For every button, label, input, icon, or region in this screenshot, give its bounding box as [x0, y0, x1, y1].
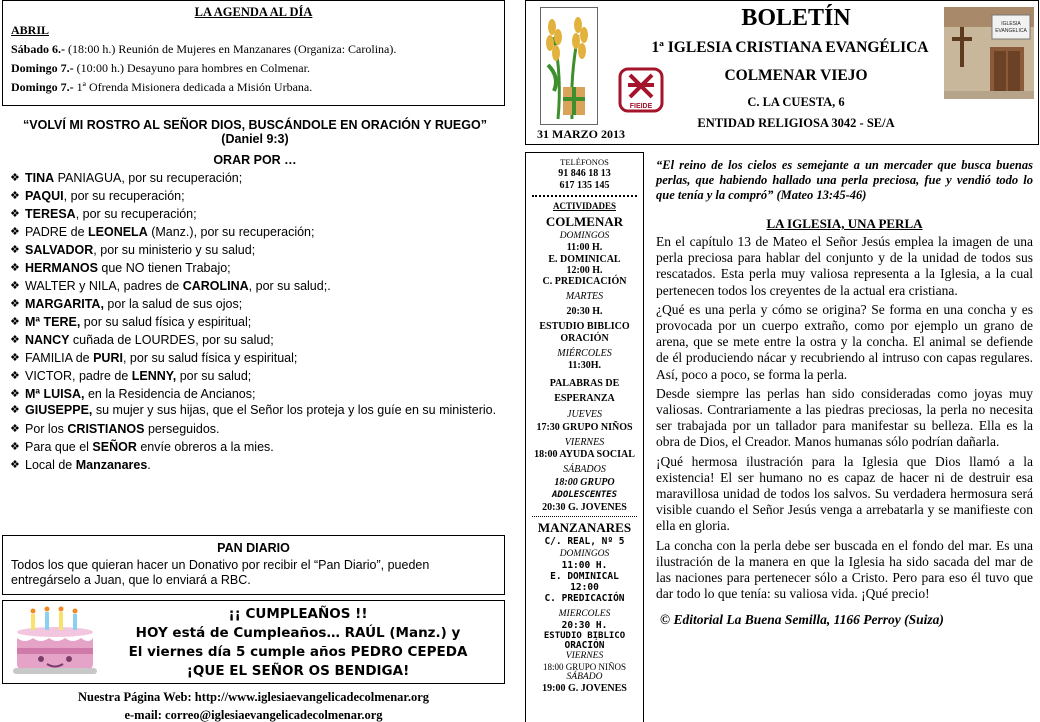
- schedule-activity: ESTUDIO BIBLICO: [543, 631, 626, 641]
- birthday-line: ¡¡ CUMPLEAÑOS !!: [228, 606, 368, 622]
- activities-column: [525, 152, 644, 722]
- phone-number: 617 135 145: [559, 180, 610, 191]
- church-photo-sign: IGLESIA: [1001, 21, 1021, 27]
- prayer-item: [8, 259, 502, 277]
- schedule-day: SÁBADOS: [563, 464, 606, 475]
- prayer-item-pre: Para que el: [25, 440, 93, 454]
- article-paragraph: Desde siempre las perlas han sido consideradas como joyas muy valiosas. Contrariamente a las piedras preciosas, la perla no necesita ser trabajada por un tallador para manifestar su belleza. Ella es la obra de Dios, el Creador. Manos humanas sólo podrían dañarla.: [656, 385, 1033, 450]
- prayer-item-name: PURI: [93, 351, 123, 365]
- church-entity: ENTIDAD RELIGIOSA 3042 - SE/A: [697, 116, 895, 130]
- church-photo-sign-2: EVANGELICA: [995, 28, 1027, 34]
- church-photo: [944, 7, 1034, 99]
- agenda-item-text: (10:00 h.) Desayuno para hombres en Colmenar.: [73, 61, 310, 75]
- diamond-bullet-icon: ❖: [10, 190, 20, 202]
- prayer-verse: “VOLVÍ MI ROSTRO AL SEÑOR DIOS, BUSCÁNDOLE EN ORACIÓN Y RUEGO” (Daniel 9:3): [23, 118, 487, 146]
- schedule-activity: 17:30 GRUPO NIÑOS: [536, 422, 633, 433]
- phone-number: 91 846 18 13: [558, 168, 611, 179]
- schedule-activity: PALABRAS DE: [549, 378, 620, 389]
- schedule-time: 20:30 H.: [566, 306, 603, 317]
- prayer-item-pre: WALTER y NILA, padres de: [25, 279, 183, 293]
- schedule-time: 12:00 H.: [566, 265, 603, 276]
- prayer-item: [8, 349, 502, 367]
- website-link[interactable]: Nuestra Página Web: http://www.iglesiaevangelicadecolmenar.org: [77, 690, 430, 704]
- prayer-list: [8, 169, 502, 474]
- prayer-item-pre: Por los: [25, 422, 68, 436]
- agenda-item-text: 1ª Ofrenda Misionera dedicada a Misión Urbana.: [73, 80, 313, 94]
- diamond-bullet-icon: ❖: [10, 423, 20, 435]
- schedule-activity: ORACIÓN: [564, 640, 605, 651]
- schedule-time: 12:00: [570, 582, 599, 593]
- prayer-item-name: CAROLINA: [182, 279, 249, 293]
- prayer-item-name: TINA: [25, 171, 55, 185]
- prayer-item-pre: PADRE de: [25, 225, 88, 239]
- church-town: COLMENAR VIEJO: [724, 67, 868, 84]
- article-title: LA IGLESIA, UNA PERLA: [766, 216, 923, 231]
- prayer-item-name: CRISTIANOS: [67, 422, 145, 436]
- diamond-bullet-icon: ❖: [10, 244, 20, 256]
- diamond-bullet-icon: ❖: [10, 280, 20, 292]
- prayer-item-post: cuñada de LOURDES, por su salud;: [69, 333, 274, 347]
- birthday-line: ¡QUE EL SEÑOR OS BENDIGA!: [186, 663, 410, 679]
- bulletin-header: [525, 0, 1039, 145]
- prayer-item-name: GIUSEPPE,: [25, 403, 93, 417]
- schedule-day: MIÉRCOLES: [557, 348, 612, 359]
- schedule-activity: 19:00 G. JOVENES: [542, 683, 627, 694]
- agenda-item-text: (18:00 h.) Reunión de Mujeres en Manzanares (Organiza: Carolina).: [65, 42, 397, 56]
- diamond-bullet-icon: ❖: [10, 334, 20, 346]
- schedule-activity: 20:30 G. JOVENES: [542, 502, 627, 513]
- diamond-bullet-icon: ❖: [10, 262, 20, 274]
- prayer-item-post: por su salud;: [176, 369, 252, 383]
- schedule-day: MARTES: [565, 291, 604, 302]
- schedule-time: 11:30H.: [567, 360, 602, 371]
- diamond-bullet-icon: ❖: [10, 208, 20, 220]
- prayer-item-pre: Local de: [25, 458, 76, 472]
- schedule-activity: E. DOMINICAL: [550, 571, 619, 582]
- prayer-item: [8, 241, 502, 259]
- fieide-logo-text: FIEIDE: [629, 103, 653, 110]
- agenda-item: [11, 78, 496, 97]
- schedule-activity: ESTUDIO BIBLICO: [539, 321, 630, 332]
- prayer-item-post: envíe obreros a la mies.: [136, 440, 274, 454]
- prayer-item-name: LEONELA: [88, 225, 148, 239]
- prayer-item: [8, 295, 502, 313]
- prayer-heading: ORAR POR …: [213, 153, 297, 167]
- prayer-item-post: en la Residencia de Ancianos;: [84, 387, 256, 401]
- church-address: C. LA CUESTA, 6: [747, 95, 845, 109]
- footer-links: [2, 688, 505, 722]
- prayer-item-pre: FAMILIA de: [25, 351, 94, 365]
- article: [656, 158, 1033, 628]
- pan-diario-title: PAN DIARIO: [217, 541, 290, 555]
- prayer-item-post: , por su recuperación;: [63, 189, 185, 203]
- prayer-item-pre: VICTOR, padre de: [25, 369, 132, 383]
- schedule-day: VIERNES: [564, 437, 605, 448]
- agenda-item: [11, 40, 496, 59]
- schedule-day: DOMINGOS: [559, 549, 610, 559]
- article-credit: © Editorial La Buena Semilla, 1166 Perroy (Suiza): [660, 612, 944, 628]
- prayer-item-post: , por su salud física y espiritual;: [122, 351, 298, 365]
- prayer-item: [8, 385, 502, 403]
- birthday-line: HOY está de Cumpleaños… RAÚL (Manz.) y: [135, 625, 461, 641]
- diamond-bullet-icon: ❖: [10, 404, 20, 416]
- article-paragraph: La concha con la perla debe ser buscada en el fondo del mar. Es una ilustración de la manera en que la Iglesia ha sido sacada del mar de las naciones para pertenecer sólo a Cristo. Pero para eso él tuvo que dar todo lo que tenía: su valiosa vida. ¡Qué precio!: [656, 537, 1033, 602]
- prayer-item-post: , por su salud;.: [248, 279, 331, 293]
- schedule-activity: 18:00 GRUPO NIÑOS: [542, 662, 626, 672]
- schedule-time: 11:00 H.: [566, 242, 603, 253]
- diamond-bullet-icon: ❖: [10, 388, 20, 400]
- schedule-day: SÁBADO: [566, 672, 603, 682]
- schedule-day: DOMINGOS: [559, 231, 610, 241]
- prayer-item-post: que NO tienen Trabajo;: [97, 261, 231, 275]
- schedule-time: 20:30 H.: [561, 620, 608, 631]
- phones-label: TELÉFONOS: [560, 157, 609, 167]
- prayer-item: [8, 403, 502, 417]
- schedule-activity: ORACIÓN: [560, 333, 609, 344]
- prayer-item: [8, 420, 502, 438]
- bulletin-title: BOLETÍN: [741, 5, 851, 31]
- manzanares-heading: MANZANARES: [537, 520, 632, 535]
- prayer-item-name: Mª TERE,: [25, 315, 81, 329]
- prayer-item-post: perseguidos.: [144, 422, 220, 436]
- agenda-item-day: Sábado 6.-: [11, 42, 66, 56]
- prayer-item-name: LENNY,: [131, 369, 177, 383]
- prayer-item-name: Mª LUISA,: [25, 387, 85, 401]
- prayer-item: [8, 367, 502, 385]
- prayer-item-name: HERMANOS: [25, 261, 98, 275]
- article-paragraph: En el capítulo 13 de Mateo el Señor Jesús emplea la imagen de una perla preciosa para hablar del conjunto y de la unidad de todos sus rescatados. Esta perla muy valiosa representa a la Iglesia, a la cual pertenecen todos los creyentes de la actual era cristiana.: [656, 234, 1033, 298]
- article-paragraph: ¡Qué hermosa ilustración para la Iglesia que Dios llamó a la existencia! El ser humano no es capaz de hacer ni de destruir esa maravillosa unidad de todos los salvos. Su verdadera hermosura será visible cuando el Señor Jesús venga a arrebatarla y se manifieste con ella en gloria.: [656, 453, 1033, 534]
- agenda-item-day: Domingo 7.-: [11, 80, 74, 94]
- prayer-section: [8, 118, 502, 474]
- prayer-item: [8, 205, 502, 223]
- diamond-bullet-icon: ❖: [10, 172, 20, 184]
- prayer-item-post: PANIAGUA, por su recuperación;: [54, 171, 243, 185]
- agenda-month: ABRIL: [11, 23, 50, 37]
- prayer-item-post: , por su recuperación;: [75, 207, 197, 221]
- birthday-box: [2, 600, 505, 684]
- birthday-cake-icon: [11, 604, 99, 676]
- prayer-item: [8, 313, 502, 331]
- prayer-item: [8, 223, 502, 241]
- prayer-item-post: (Manz.), por su recuperación;: [147, 225, 315, 239]
- manzanares-address: C/. REAL, Nº 5: [544, 536, 625, 547]
- pan-diario-text: Todos los que quieran hacer un Donativo por recibir el “Pan Diario”, pueden entregárselo a Juan, que lo enviará a RBC.: [11, 558, 430, 587]
- schedule-day: MIERCOLES: [558, 609, 611, 619]
- prayer-item: [8, 456, 502, 474]
- schedule-activity: ESPERANZA: [554, 393, 615, 404]
- prayer-item: [8, 438, 502, 456]
- wheat-cross-icon: [540, 7, 598, 125]
- agenda-title: LA AGENDA AL DÍA: [194, 5, 313, 19]
- schedule-day: JUEVES: [567, 409, 602, 420]
- prayer-item-name: SALVADOR: [25, 243, 94, 257]
- prayer-item-name: NANCY: [25, 333, 70, 347]
- prayer-item: [8, 277, 502, 295]
- divider: [532, 195, 637, 197]
- agenda-item: [11, 59, 496, 78]
- email-link[interactable]: e-mail: correo@iglesiaevangelicadecolmenar.org: [124, 708, 383, 722]
- divider: [532, 516, 637, 517]
- birthday-text: [98, 605, 498, 681]
- schedule-activity: C. PREDICACIÓN: [544, 593, 625, 604]
- schedule-activity: E. DOMINICAL: [548, 254, 621, 265]
- prayer-item-post: su mujer y sus hijas, que el Señor los proteja y los guíe en su ministerio.: [92, 403, 497, 417]
- prayer-item-name: SEÑOR: [92, 440, 137, 454]
- schedule-day: VIERNES: [565, 651, 604, 661]
- article-paragraph: ¿Qué es una perla y cómo se origina? Se forma en una concha y es provocada por un cuerpo extraño, como por ejemplo un grano de arena, que se mete entre la ostra y la concha. El animal se defiende de él produciendo nácar y recubriendo al intruso con capas regulares. Así, poco a poco, se forma la perla.: [656, 301, 1033, 382]
- prayer-item-name: Manzanares: [75, 458, 148, 472]
- schedule-activity: 18:00 AYUDA SOCIAL: [534, 449, 635, 460]
- birthday-line: El viernes día 5 cumple años PEDRO CEPEDA: [128, 644, 468, 660]
- activities-label: ACTIVIDADES: [552, 201, 616, 211]
- diamond-bullet-icon: ❖: [10, 352, 20, 364]
- church-name: 1ª IGLESIA CRISTIANA EVANGÉLICA: [651, 39, 929, 56]
- diamond-bullet-icon: ❖: [10, 226, 20, 238]
- prayer-item-post: .: [147, 458, 151, 472]
- agenda-box: [2, 0, 505, 106]
- schedule-time: 11:00 H.: [561, 560, 608, 571]
- colmenar-heading: COLMENAR: [545, 214, 624, 229]
- diamond-bullet-icon: ❖: [10, 370, 20, 382]
- agenda-item-day: Domingo 7.-: [11, 61, 74, 75]
- diamond-bullet-icon: ❖: [10, 298, 20, 310]
- schedule-activity: 18:00 GRUPO: [554, 477, 615, 488]
- diamond-bullet-icon: ❖: [10, 459, 20, 471]
- schedule-activity: C. PREDICACIÓN: [542, 276, 627, 287]
- diamond-bullet-icon: ❖: [10, 316, 20, 328]
- prayer-item: [8, 187, 502, 205]
- prayer-item-post: por la salud de sus ojos;: [103, 297, 243, 311]
- prayer-item-name: TERESA: [25, 207, 76, 221]
- prayer-item-name: MARGARITA,: [25, 297, 104, 311]
- prayer-item: [8, 169, 502, 187]
- pan-diario-box: [2, 535, 505, 595]
- prayer-item-name: PAQUI: [25, 189, 64, 203]
- prayer-item-post: por su salud física y espiritual;: [80, 315, 252, 329]
- bulletin-date: 31 MARZO 2013: [537, 127, 625, 141]
- diamond-bullet-icon: ❖: [10, 441, 20, 453]
- article-quote: “El reino de los cielos es semejante a un mercader que busca buenas perlas, que habiendo hallado una perla preciosa, fue y vendió todo lo que tenía y la compró” (Mateo 13:45-46): [656, 158, 1033, 202]
- prayer-item: [8, 331, 502, 349]
- prayer-item-post: , por su ministerio y su salud;: [93, 243, 256, 257]
- schedule-activity: ADOLESCENTES: [551, 490, 618, 500]
